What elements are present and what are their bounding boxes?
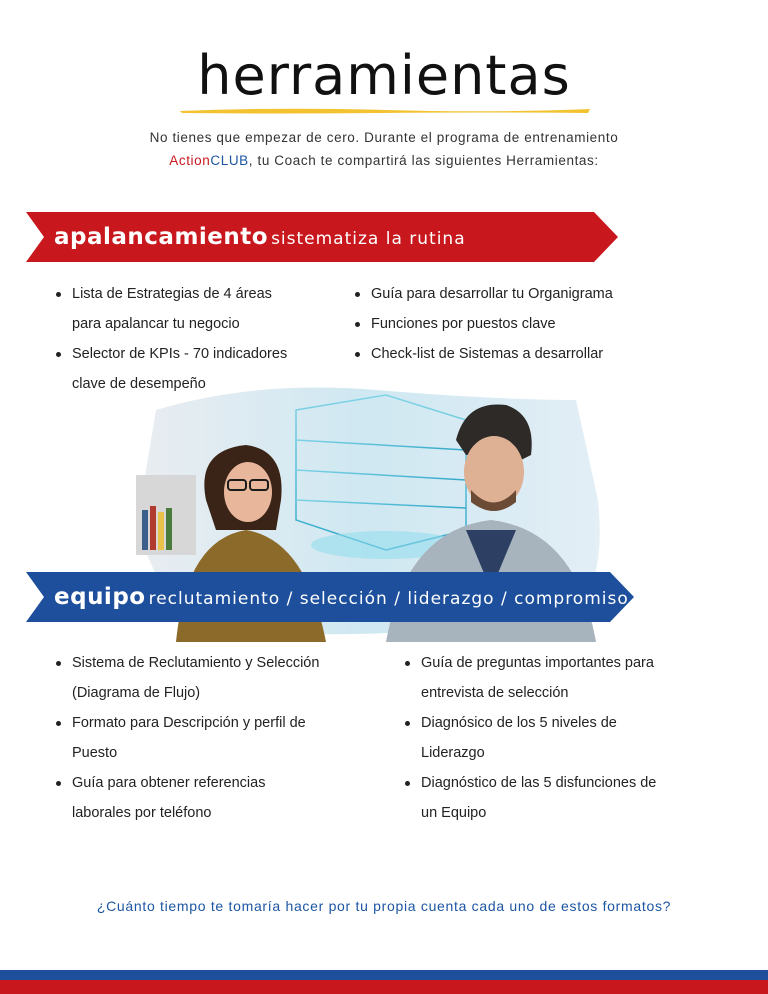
intro-text: [0, 126, 768, 172]
section2-title-thin: reclutamiento / selección / liderazgo / compromiso: [148, 589, 629, 609]
section2-title-bold: equipo: [54, 584, 146, 610]
brand-action: Action: [169, 153, 211, 168]
list-item: Guía para desarrollar tu Organigrama: [353, 279, 653, 309]
list-item: Diagnóstico de las 5 disfunciones de un Equipo: [403, 768, 733, 828]
section-banner-apalancamiento: [26, 212, 618, 262]
list-item: Formato para Descripción y perfil de Puesto: [54, 708, 374, 768]
section2-right-list: [403, 648, 733, 828]
title-underline-stroke: [178, 106, 592, 114]
intro-line-1: No tienes que empezar de cero. Durante el programa de entrenamiento: [149, 130, 619, 145]
list-item: Guía de preguntas importantes para entrevista de selección: [403, 648, 733, 708]
brand-club: CLUB: [210, 153, 249, 168]
list-item: Lista de Estrategias de 4 áreas para apalancar tu negocio: [54, 279, 334, 339]
section1-right-list: [353, 279, 653, 369]
section-banner-equipo: [26, 572, 634, 622]
footer-blue-stripe: [0, 970, 768, 980]
section1-title-thin: sistematiza la rutina: [271, 229, 466, 249]
list-item: Selector de KPIs - 70 indicadores clave de desempeño: [54, 339, 334, 399]
list-item: Guía para obtener referencias laborales por teléfono: [54, 768, 374, 828]
closing-question: ¿Cuánto tiempo te tomaría hacer por tu propia cuenta cada uno de estos formatos?: [96, 898, 672, 914]
footer-red-stripe: [0, 980, 768, 994]
list-item: Sistema de Reclutamiento y Selección (Diagrama de Flujo): [54, 648, 374, 708]
section2-left-list: [54, 648, 374, 828]
list-item: Diagnósico de los 5 niveles de Liderazgo: [403, 708, 733, 768]
list-item: Check-list de Sistemas a desarrollar: [353, 339, 653, 369]
section1-title-bold: apalancamiento: [54, 224, 269, 250]
intro-line-2: [0, 149, 768, 172]
list-item: Funciones por puestos clave: [353, 309, 653, 339]
intro-line-2-rest: , tu Coach te compartirá las siguientes Herramientas:: [248, 153, 599, 168]
page-title: herramientas: [197, 44, 571, 107]
